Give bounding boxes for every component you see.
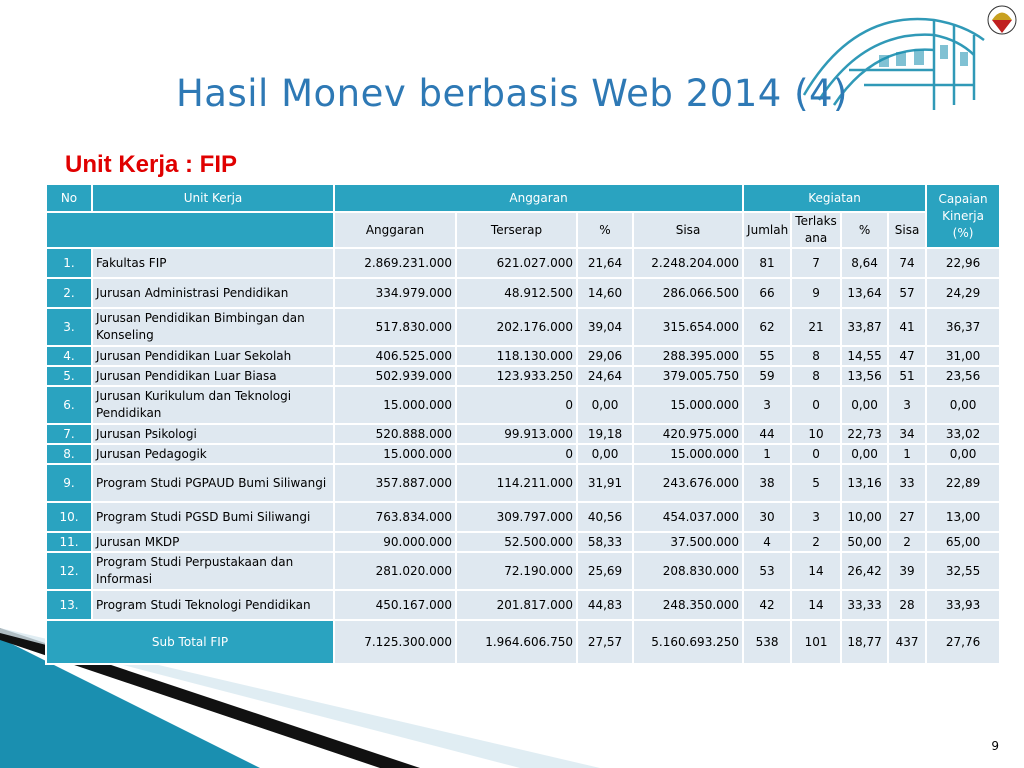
row-sisa: 420.975.000: [633, 424, 743, 444]
header-terserap: Terserap: [456, 212, 577, 248]
row-sisa: 288.395.000: [633, 346, 743, 366]
row-kegiatan-sisa: 41: [888, 308, 926, 346]
row-capaian: 33,93: [926, 590, 1000, 620]
row-capaian: 22,89: [926, 464, 1000, 502]
row-capaian: 24,29: [926, 278, 1000, 308]
row-jumlah: 55: [743, 346, 791, 366]
row-anggaran: 2.869.231.000: [334, 248, 456, 278]
row-capaian: 33,02: [926, 424, 1000, 444]
table-row: [46, 532, 1000, 552]
row-jumlah: 44: [743, 424, 791, 444]
row-pct: 58,33: [577, 532, 633, 552]
row-capaian: 22,96: [926, 248, 1000, 278]
row-terserap: 72.190.000: [456, 552, 577, 590]
header-kegiatan-group: Kegiatan: [743, 184, 926, 212]
row-pct: 19,18: [577, 424, 633, 444]
row-anggaran: 763.834.000: [334, 502, 456, 532]
row-number: 3.: [46, 308, 92, 346]
row-terlaksana: 8: [791, 366, 841, 386]
row-pct: 0,00: [577, 444, 633, 464]
table-row: [46, 444, 1000, 464]
row-kegiatan-sisa: 39: [888, 552, 926, 590]
row-capaian: 36,37: [926, 308, 1000, 346]
row-terserap: 621.027.000: [456, 248, 577, 278]
total-row: [46, 620, 1000, 664]
page-number: 9: [991, 739, 999, 753]
header-anggaran: Anggaran: [334, 212, 456, 248]
row-jumlah: 62: [743, 308, 791, 346]
row-sisa: 208.830.000: [633, 552, 743, 590]
row-jumlah: 1: [743, 444, 791, 464]
row-anggaran: 502.939.000: [334, 366, 456, 386]
row-anggaran: 15.000.000: [334, 386, 456, 424]
table-row: [46, 278, 1000, 308]
header-unit-kerja: Unit Kerja: [92, 184, 334, 212]
row-unit: Jurusan Administrasi Pendidikan: [92, 278, 334, 308]
row-kegiatan-sisa: 27: [888, 502, 926, 532]
row-kegiatan-sisa: 47: [888, 346, 926, 366]
row-anggaran: 450.167.000: [334, 590, 456, 620]
row-capaian: 31,00: [926, 346, 1000, 366]
row-kegiatan-sisa: 28: [888, 590, 926, 620]
row-jumlah: 30: [743, 502, 791, 532]
row-pct: 14,60: [577, 278, 633, 308]
row-jumlah: 42: [743, 590, 791, 620]
row-terlaksana: 14: [791, 552, 841, 590]
row-sisa: 243.676.000: [633, 464, 743, 502]
row-pct: 24,64: [577, 366, 633, 386]
row-terserap: 0: [456, 386, 577, 424]
total-kegiatan-pct: 18,77: [841, 620, 888, 664]
row-terlaksana: 8: [791, 346, 841, 366]
row-unit: Fakultas FIP: [92, 248, 334, 278]
row-number: 1.: [46, 248, 92, 278]
row-terserap: 99.913.000: [456, 424, 577, 444]
row-terlaksana: 0: [791, 444, 841, 464]
header-kegiatan-pct: %: [841, 212, 888, 248]
row-unit: Jurusan MKDP: [92, 532, 334, 552]
table-row: [46, 464, 1000, 502]
row-terserap: 202.176.000: [456, 308, 577, 346]
row-sisa: 379.005.750: [633, 366, 743, 386]
row-pct: 29,06: [577, 346, 633, 366]
row-unit: Program Studi Perpustakaan dan Informasi: [92, 552, 334, 590]
row-pct: 40,56: [577, 502, 633, 532]
row-terlaksana: 21: [791, 308, 841, 346]
row-capaian: 0,00: [926, 444, 1000, 464]
row-unit: Program Studi PGPAUD Bumi Siliwangi: [92, 464, 334, 502]
total-sisa: 5.160.693.250: [633, 620, 743, 664]
row-sisa: 248.350.000: [633, 590, 743, 620]
row-kegiatan-pct: 10,00: [841, 502, 888, 532]
row-terlaksana: 7: [791, 248, 841, 278]
row-capaian: 13,00: [926, 502, 1000, 532]
row-anggaran: 281.020.000: [334, 552, 456, 590]
table-row: [46, 366, 1000, 386]
row-jumlah: 3: [743, 386, 791, 424]
row-anggaran: 357.887.000: [334, 464, 456, 502]
total-terlaksana: 101: [791, 620, 841, 664]
row-jumlah: 66: [743, 278, 791, 308]
row-capaian: 32,55: [926, 552, 1000, 590]
total-jumlah: 538: [743, 620, 791, 664]
header-sisa: Sisa: [633, 212, 743, 248]
header-terlaksana: Terlaks ana: [791, 212, 841, 248]
row-number: 10.: [46, 502, 92, 532]
row-number: 6.: [46, 386, 92, 424]
table-row: [46, 248, 1000, 278]
table-row: [46, 386, 1000, 424]
row-number: 4.: [46, 346, 92, 366]
row-kegiatan-pct: 22,73: [841, 424, 888, 444]
row-number: 12.: [46, 552, 92, 590]
unit-kerja-label: Unit Kerja : FIP: [65, 151, 238, 178]
row-unit: Jurusan Kurikulum dan Teknologi Pendidikan: [92, 386, 334, 424]
row-pct: 44,83: [577, 590, 633, 620]
row-terlaksana: 9: [791, 278, 841, 308]
row-pct: 31,91: [577, 464, 633, 502]
row-capaian: 23,56: [926, 366, 1000, 386]
row-number: 11.: [46, 532, 92, 552]
header-kegiatan-sisa: Sisa: [888, 212, 926, 248]
row-jumlah: 38: [743, 464, 791, 502]
row-kegiatan-pct: 8,64: [841, 248, 888, 278]
row-number: 8.: [46, 444, 92, 464]
total-label: Sub Total FIP: [46, 620, 334, 664]
row-unit: Program Studi Teknologi Pendidikan: [92, 590, 334, 620]
row-terserap: 52.500.000: [456, 532, 577, 552]
row-sisa: 15.000.000: [633, 444, 743, 464]
row-number: 5.: [46, 366, 92, 386]
row-kegiatan-sisa: 33: [888, 464, 926, 502]
row-kegiatan-sisa: 51: [888, 366, 926, 386]
row-kegiatan-sisa: 2: [888, 532, 926, 552]
total-pct: 27,57: [577, 620, 633, 664]
row-terserap: 48.912.500: [456, 278, 577, 308]
row-terlaksana: 3: [791, 502, 841, 532]
row-terlaksana: 10: [791, 424, 841, 444]
total-capaian: 27,76: [926, 620, 1000, 664]
row-anggaran: 15.000.000: [334, 444, 456, 464]
row-kegiatan-pct: 0,00: [841, 444, 888, 464]
row-anggaran: 517.830.000: [334, 308, 456, 346]
monev-table: [45, 183, 1001, 665]
row-kegiatan-pct: 14,55: [841, 346, 888, 366]
table-row: [46, 590, 1000, 620]
row-anggaran: 406.525.000: [334, 346, 456, 366]
row-sisa: 15.000.000: [633, 386, 743, 424]
row-kegiatan-pct: 33,87: [841, 308, 888, 346]
row-kegiatan-sisa: 34: [888, 424, 926, 444]
row-sisa: 2.248.204.000: [633, 248, 743, 278]
table-row: [46, 552, 1000, 590]
row-kegiatan-sisa: 57: [888, 278, 926, 308]
row-terserap: 123.933.250: [456, 366, 577, 386]
table-row: [46, 346, 1000, 366]
row-anggaran: 520.888.000: [334, 424, 456, 444]
header-pct: %: [577, 212, 633, 248]
row-sisa: 286.066.500: [633, 278, 743, 308]
row-number: 2.: [46, 278, 92, 308]
row-pct: 0,00: [577, 386, 633, 424]
row-jumlah: 53: [743, 552, 791, 590]
row-unit: Jurusan Pendidikan Bimbingan dan Konseling: [92, 308, 334, 346]
row-kegiatan-sisa: 74: [888, 248, 926, 278]
row-kegiatan-pct: 0,00: [841, 386, 888, 424]
row-terserap: 201.817.000: [456, 590, 577, 620]
total-kegiatan-sisa: 437: [888, 620, 926, 664]
row-anggaran: 90.000.000: [334, 532, 456, 552]
row-kegiatan-pct: 33,33: [841, 590, 888, 620]
row-jumlah: 4: [743, 532, 791, 552]
slide-title: Hasil Monev berbasis Web 2014 (4): [175, 72, 848, 115]
row-kegiatan-pct: 13,64: [841, 278, 888, 308]
row-sisa: 454.037.000: [633, 502, 743, 532]
table-row: [46, 502, 1000, 532]
row-kegiatan-sisa: 3: [888, 386, 926, 424]
row-unit: Jurusan Psikologi: [92, 424, 334, 444]
row-kegiatan-pct: 26,42: [841, 552, 888, 590]
row-unit: Program Studi PGSD Bumi Siliwangi: [92, 502, 334, 532]
row-capaian: 65,00: [926, 532, 1000, 552]
row-capaian: 0,00: [926, 386, 1000, 424]
row-sisa: 37.500.000: [633, 532, 743, 552]
row-number: 13.: [46, 590, 92, 620]
row-terserap: 118.130.000: [456, 346, 577, 366]
row-unit: Jurusan Pendidikan Luar Biasa: [92, 366, 334, 386]
row-sisa: 315.654.000: [633, 308, 743, 346]
row-terlaksana: 5: [791, 464, 841, 502]
row-jumlah: 59: [743, 366, 791, 386]
university-logo-icon: [988, 6, 1016, 34]
row-jumlah: 81: [743, 248, 791, 278]
row-unit: Jurusan Pendidikan Luar Sekolah: [92, 346, 334, 366]
row-kegiatan-pct: 50,00: [841, 532, 888, 552]
row-unit: Jurusan Pedagogik: [92, 444, 334, 464]
total-anggaran: 7.125.300.000: [334, 620, 456, 664]
row-anggaran: 334.979.000: [334, 278, 456, 308]
row-pct: 39,04: [577, 308, 633, 346]
row-pct: 21,64: [577, 248, 633, 278]
row-terserap: 309.797.000: [456, 502, 577, 532]
header-no: No: [46, 184, 92, 212]
header-jumlah: Jumlah: [743, 212, 791, 248]
row-kegiatan-sisa: 1: [888, 444, 926, 464]
row-terlaksana: 14: [791, 590, 841, 620]
row-terserap: 114.211.000: [456, 464, 577, 502]
row-terlaksana: 0: [791, 386, 841, 424]
row-terserap: 0: [456, 444, 577, 464]
header-spacer: [46, 212, 334, 248]
table-row: [46, 308, 1000, 346]
row-number: 9.: [46, 464, 92, 502]
total-terserap: 1.964.606.750: [456, 620, 577, 664]
header-anggaran-group: Anggaran: [334, 184, 743, 212]
table-row: [46, 424, 1000, 444]
row-number: 7.: [46, 424, 92, 444]
row-kegiatan-pct: 13,56: [841, 366, 888, 386]
row-kegiatan-pct: 13,16: [841, 464, 888, 502]
header-capaian: Capaian Kinerja (%): [926, 184, 1000, 248]
row-terlaksana: 2: [791, 532, 841, 552]
row-pct: 25,69: [577, 552, 633, 590]
